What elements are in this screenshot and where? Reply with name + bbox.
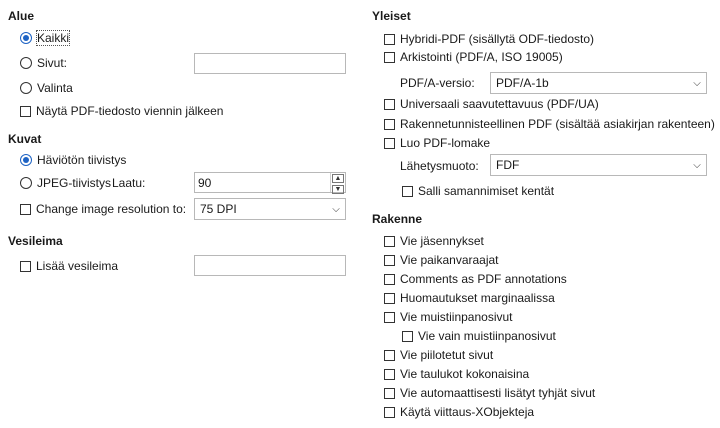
checkbox-box — [384, 138, 395, 149]
checkbox-box — [384, 34, 395, 45]
structure-item-checkbox[interactable] — [384, 232, 484, 250]
general-heading: Yleiset — [372, 9, 411, 23]
structure-item-label: Comments as PDF annotations — [400, 272, 567, 286]
spin-down-icon[interactable]: ▼ — [332, 185, 344, 194]
universal-access-checkbox[interactable] — [384, 95, 599, 113]
add-watermark-checkbox[interactable] — [20, 257, 118, 275]
pages-input[interactable] — [194, 53, 346, 74]
hybrid-pdf-checkbox[interactable] — [384, 30, 594, 48]
structure-item-checkbox[interactable] — [384, 251, 499, 269]
radio-indicator — [20, 82, 32, 94]
radio-indicator — [20, 32, 32, 44]
structure-item-label: Vie muistiinpanosivut — [400, 310, 513, 324]
radio-lossless-label: Häviötön tiivistys — [37, 153, 127, 167]
checkbox-box — [402, 331, 413, 342]
radio-lossless[interactable] — [20, 151, 126, 169]
submit-format-label: Lähetysmuoto: — [400, 159, 479, 173]
checkbox-box — [384, 119, 395, 130]
pdfa-version-value: PDF/A-1b — [496, 76, 549, 90]
checkbox-box — [384, 388, 395, 399]
view-after-export-label: Näytä PDF-tiedosto viennin jälkeen — [36, 104, 224, 118]
resolution-select[interactable] — [194, 198, 346, 220]
radio-jpeg[interactable] — [20, 174, 111, 192]
structure-item-label: Vie vain muistiinpanosivut — [418, 329, 556, 343]
images-heading: Kuvat — [8, 132, 42, 146]
checkbox-box — [384, 293, 395, 304]
structure-item-checkbox[interactable] — [384, 346, 493, 364]
structure-heading: Rakenne — [372, 212, 423, 226]
spin-up-icon[interactable]: ▲ — [332, 174, 344, 183]
checkbox-box — [384, 52, 395, 63]
quality-spinner[interactable] — [194, 172, 346, 193]
resolution-value: 75 DPI — [200, 202, 237, 216]
structure-item-label: Käytä viittaus-XObjekteja — [400, 405, 535, 419]
chevron-down-icon: ⌵ — [687, 155, 706, 175]
structure-item-label: Vie jäsennykset — [400, 234, 484, 248]
submit-format-value: FDF — [496, 158, 520, 172]
structure-item-checkbox[interactable] — [384, 289, 555, 307]
pdfa-version-label: PDF/A-versio: — [400, 76, 475, 90]
radio-selection-label: Valinta — [37, 81, 73, 95]
radio-all-label: Kaikki — [37, 31, 70, 45]
structure-item-label: Vie taulukot kokonaisina — [400, 367, 530, 381]
structure-item-checkbox[interactable] — [384, 384, 595, 402]
watermark-heading: Vesileima — [8, 234, 63, 248]
add-watermark-label: Lisää vesileima — [36, 259, 119, 273]
change-resolution-label: Change image resolution to: — [36, 202, 187, 216]
pdfa-version-select[interactable] — [490, 72, 707, 94]
radio-indicator — [20, 57, 32, 69]
radio-jpeg-label: JPEG-tiivistys — [37, 176, 112, 190]
quality-label: Laatu: — [112, 176, 146, 190]
checkbox-box — [384, 350, 395, 361]
checkbox-box — [384, 369, 395, 380]
checkbox-box — [20, 261, 31, 272]
structure-item-label: Vie paikanvaraajat — [400, 253, 499, 267]
radio-pages[interactable] — [20, 54, 67, 72]
checkbox-box — [384, 407, 395, 418]
view-after-export-checkbox[interactable] — [20, 102, 223, 120]
create-form-checkbox[interactable] — [384, 134, 490, 152]
universal-access-label: Universaali saavutettavuus (PDF/UA) — [400, 97, 599, 111]
structure-item-checkbox[interactable] — [384, 270, 567, 288]
watermark-text-input[interactable] — [194, 255, 346, 276]
checkbox-box — [384, 255, 395, 266]
change-resolution-checkbox[interactable] — [20, 200, 186, 218]
allow-duplicate-label: Salli samannimiset kentät — [418, 184, 555, 198]
structure-item-checkbox[interactable] — [384, 308, 513, 326]
checkbox-box — [384, 274, 395, 285]
chevron-down-icon: ⌵ — [687, 73, 706, 93]
checkbox-box — [384, 312, 395, 323]
range-heading: Alue — [8, 9, 35, 23]
structure-item-checkbox[interactable] — [384, 365, 529, 383]
archive-checkbox[interactable] — [384, 48, 563, 66]
checkbox-box — [384, 236, 395, 247]
structure-item-label: Vie piilotetut sivut — [400, 348, 494, 362]
radio-indicator — [20, 177, 32, 189]
structure-item-label: Vie automaattisesti lisätyt tyhjät sivut — [400, 386, 596, 400]
create-form-label: Luo PDF-lomake — [400, 136, 491, 150]
radio-pages-label: Sivut: — [37, 56, 68, 70]
radio-indicator — [20, 154, 32, 166]
checkbox-box — [384, 99, 395, 110]
submit-format-select[interactable] — [490, 154, 707, 176]
archive-label: Arkistointi (PDF/A, ISO 19005) — [400, 50, 563, 64]
structure-item-checkbox[interactable] — [402, 327, 556, 345]
chevron-down-icon: ⌵ — [326, 199, 345, 219]
tagged-pdf-label: Rakennetunnisteellinen PDF (sisältää asiakirjan rakenteen) — [400, 117, 715, 131]
structure-item-label: Huomautukset marginaalissa — [400, 291, 555, 305]
checkbox-box — [20, 106, 31, 117]
structure-item-checkbox[interactable] — [384, 403, 534, 421]
quality-value: 90 — [198, 175, 212, 190]
radio-selection[interactable] — [20, 79, 73, 97]
hybrid-pdf-label: Hybridi-PDF (sisällytä ODF-tiedosto) — [400, 32, 595, 46]
checkbox-box — [20, 204, 31, 215]
checkbox-box — [402, 186, 413, 197]
allow-duplicate-checkbox[interactable] — [402, 182, 554, 200]
radio-all[interactable] — [20, 29, 69, 47]
tagged-pdf-checkbox[interactable] — [384, 115, 715, 133]
